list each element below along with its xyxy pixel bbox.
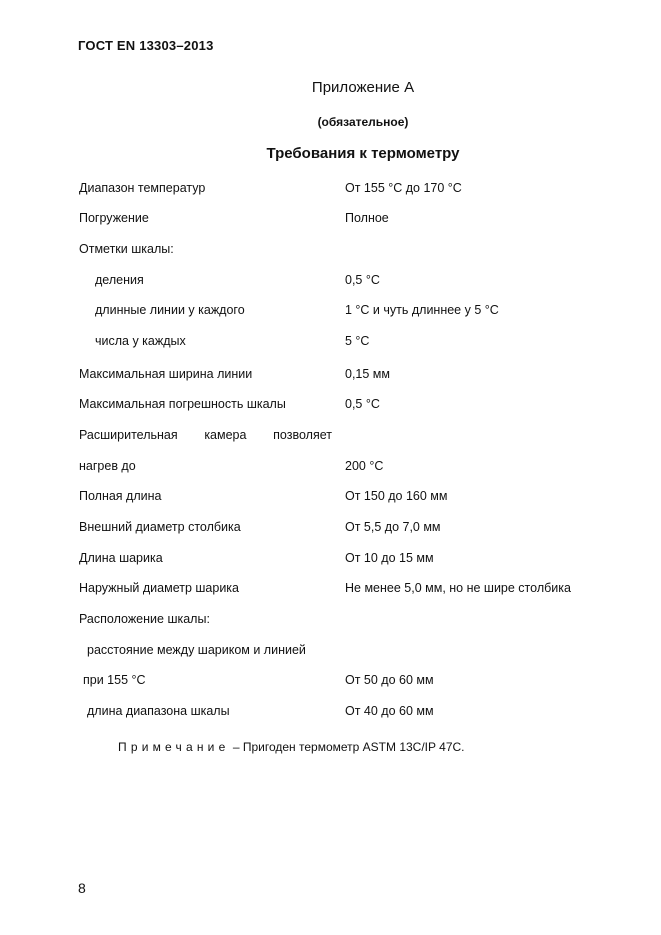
standard-designation: ГОСТ EN 13303–2013 [78,38,214,53]
parameter-value: 0,5 °С [345,273,380,287]
parameter-label: Длина шарика [79,551,163,565]
parameter-value: От 5,5 до 7,0 мм [345,520,441,534]
table-row [0,643,661,663]
table-row [0,428,661,448]
table-row [0,303,661,323]
parameter-value: От 150 до 160 мм [345,489,448,503]
parameter-label: Максимальная ширина линии [79,367,253,381]
parameter-value: 5 °С [345,334,370,348]
parameter-value: От 10 до 15 мм [345,551,434,565]
table-row [0,520,661,540]
page-number: 8 [78,880,86,896]
parameter-label: деления [95,273,144,287]
parameter-value: 0,15 мм [345,367,390,381]
parameter-label: Внешний диаметр столбика [79,520,241,534]
appendix-status: (обязательное) [317,115,409,129]
parameter-value: Полное [345,211,389,225]
table-row [0,334,661,354]
parameter-word: Расширительная [79,428,178,442]
parameter-value: 1 °С и чуть длиннее у 5 °С [345,303,499,317]
table-row [0,612,661,632]
table-row [0,551,661,571]
appendix-title: Приложение А [311,79,415,96]
section-title: Требования к термометру [266,145,460,162]
parameter-value: От 40 до 60 мм [345,704,434,718]
note [118,740,465,754]
parameter-word: позволяет [273,428,332,442]
parameter-label: нагрев до [79,459,136,473]
table-row [0,581,661,601]
table-row [0,459,661,479]
parameter-label: при 155 °С [83,673,146,687]
table-row [0,704,661,724]
note-dash: – [232,740,240,754]
parameter-label [79,428,332,442]
table-row [0,673,661,693]
table-row [0,489,661,509]
table-row [0,181,661,201]
note-text: Пригоден термометр ASTM 13C/IP 47C. [242,740,465,754]
parameter-word: камера [204,428,247,442]
parameter-value: 0,5 °С [345,397,380,411]
parameter-label: Диапазон температур [79,181,206,195]
parameter-value: Не менее 5,0 мм, но не шире столбика [345,581,571,595]
parameter-label: Максимальная погрешность шкалы [79,397,286,411]
parameter-label: длинные линии у каждого [95,303,245,317]
parameter-label: Отметки шкалы: [79,242,174,256]
note-label: Примечание [118,740,230,754]
parameter-label: Полная длина [79,489,162,503]
table-row [0,242,661,262]
parameter-value: От 50 до 60 мм [345,673,434,687]
table-row [0,273,661,293]
parameter-label: Наружный диаметр шарика [79,581,240,595]
parameter-label: Погружение [79,211,149,225]
table-row [0,211,661,231]
parameter-label: числа у каждых [95,334,186,348]
parameter-value: 200 °С [345,459,384,473]
parameter-value: От 155 °С до 170 °С [345,181,462,195]
table-row [0,367,661,387]
table-row [0,397,661,417]
parameter-label: Расположение шкалы: [79,612,210,626]
parameter-label: расстояние между шариком и линией [87,643,306,657]
parameter-label: длина диапазона шкалы [87,704,230,718]
